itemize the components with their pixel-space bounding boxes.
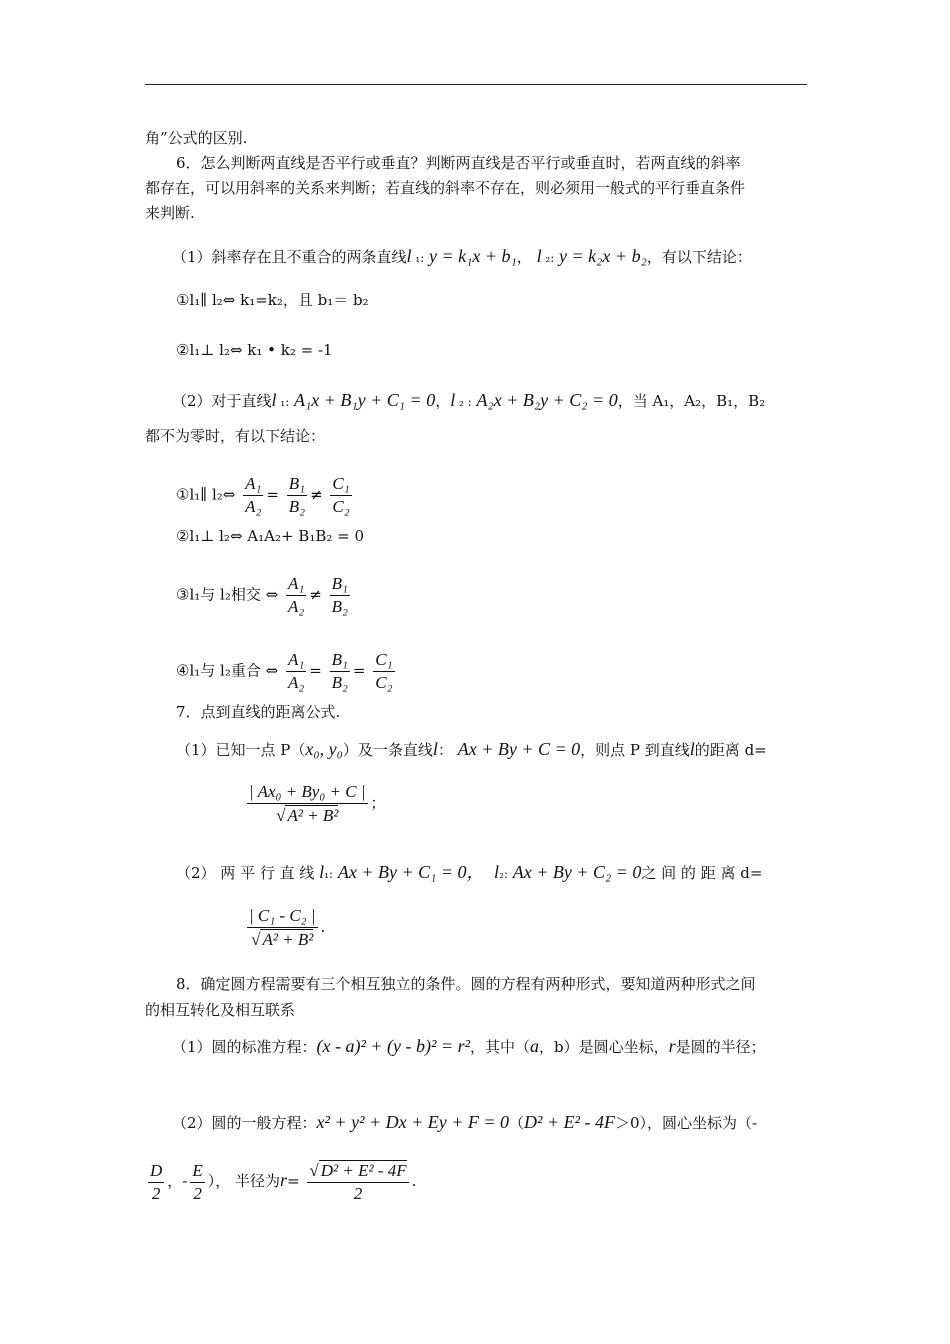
section-6-1-intro: （1）斜率存在且不重合的两条直线l ₁: y = k₁x + b₁， l ₂: y = k₂x + b₂，有以下结论：: [172, 246, 752, 266]
section-7-2: （2） 两 平 行 直 线 l₁: Ax + By + C₁ = 0， l₂: Ax + By + C₂ = 0之 间 的 距 离 d=: [176, 862, 763, 882]
general-condition-perpendicular: ②l₁⊥ l₂⇔ A₁A₂+ B₁B₂ = 0: [176, 527, 365, 545]
fraction-c1-c2: $\frac{\text{C₁}}{\text{C₂}}$: [332, 474, 350, 516]
general-condition-parallel: ①l₁∥ l₂⇔ $\frac{\text{A₁}}{\text{A₂}}$ = $\frac{\text{B₁}}{\text{B₂}}$ ≠ $\frac{\text{C₁}}{\text{C₂}}$: [176, 474, 350, 516]
section-6-2-line2: 都不为零时，有以下结论：: [145, 427, 326, 445]
line-l2-equation: y = k₂x + b₂: [559, 246, 647, 266]
fraction-b1-b2: $\frac{\text{B₁}}{\text{B₂}}$: [288, 474, 306, 516]
distance-formula-2: $\frac{\text{| C₁ - C₂ |}}{\text{√ A² + B²}}$ .: [249, 906, 326, 949]
section-7-1: （1）已知一点 P（x₀, y₀）及一条直线l： Ax + By + C = 0，则点 P 到直线l的距离 d=: [176, 739, 767, 759]
general-condition-intersect: ③l₁与 l₂相交 ⇔ $\frac{\text{A₁}}{\text{A₂}}$ ≠ $\frac{\text{B₁}}{\text{B₂}}$: [176, 574, 348, 616]
line-l1-equation: y = k₁x + b₁: [429, 246, 517, 266]
radius-fraction: $\frac{\text{√ D² + E² - 4F}}{2}$: [309, 1161, 407, 1203]
general-condition-coincide: ④l₁与 l₂重合 ⇔ $\frac{\text{A₁}}{\text{A₂}}$ = $\frac{\text{B₁}}{\text{B₂}}$ = $\frac{\text{C₁}}{\text{C₂}}$: [176, 650, 393, 692]
general-l1-equation: A₁x + B₁y + C₁ = 0: [294, 390, 436, 410]
circle-general-equation: （2）圆的一般方程：x² + y² + Dx + Ey + F = 0（D² + E² - 4F＞0），圆心坐标为（-: [172, 1112, 758, 1132]
section-8-line1: 8．确定圆方程需要有三个相互独立的条件。圆的方程有两种形式，要知道两种形式之间: [176, 975, 756, 993]
distance-formula-1: $\frac{\text{| Ax₀ + By₀ + C |}}{\text{√ A² + B²}}$ ；: [249, 782, 386, 825]
header-rule: [145, 84, 807, 85]
circle-center-radius: $\frac{D}{2}$ ，- $\frac{E}{2}$ ）， 半径为r= $\frac{\text{√ D² + E² - 4F}}{2}$ .: [150, 1160, 417, 1203]
slope-condition-parallel: ①l₁∥ l₂⇔ k₁=k₂，且 b₁＝ b₂: [176, 291, 369, 309]
paragraph-6-line1: 6．怎么判断两直线是否平行或垂直？判断两直线是否平行或垂直时，若两直线的斜率: [176, 154, 741, 172]
section-6-2-intro: （2）对于直线l ₁: A₁x + B₁y + C₁ = 0，l ₂ : A₂x + B₂y + C₂ = 0，当 A₁，A₂，B₁，B₂: [172, 390, 766, 410]
section-8-line2: 的相互转化及相互联系: [145, 1001, 296, 1019]
slope-condition-perpendicular: ②l₁⊥ l₂⇔ k₁ • k₂ = -1: [176, 341, 333, 359]
text-line: 角”公式的区别.: [145, 129, 248, 147]
fraction-a1-a2: $\frac{\text{A₁}}{\text{A₂}}$: [245, 474, 262, 516]
general-l2-equation: A₂x + B₂y + C₂ = 0: [476, 390, 618, 410]
section-7-title: 7．点到直线的距离公式.: [176, 703, 341, 721]
circle-standard-equation: （1）圆的标准方程：(x - a)² + (y - b)² = r²，其中（a，b）是圆心坐标，r是圆的半径；: [172, 1036, 766, 1056]
paragraph-6-line3: 来判断.: [145, 204, 195, 222]
paragraph-6-line2: 都存在，可以用斜率的关系来判断；若直线的斜率不存在，则必须用一般式的平行垂直条件: [145, 179, 746, 197]
